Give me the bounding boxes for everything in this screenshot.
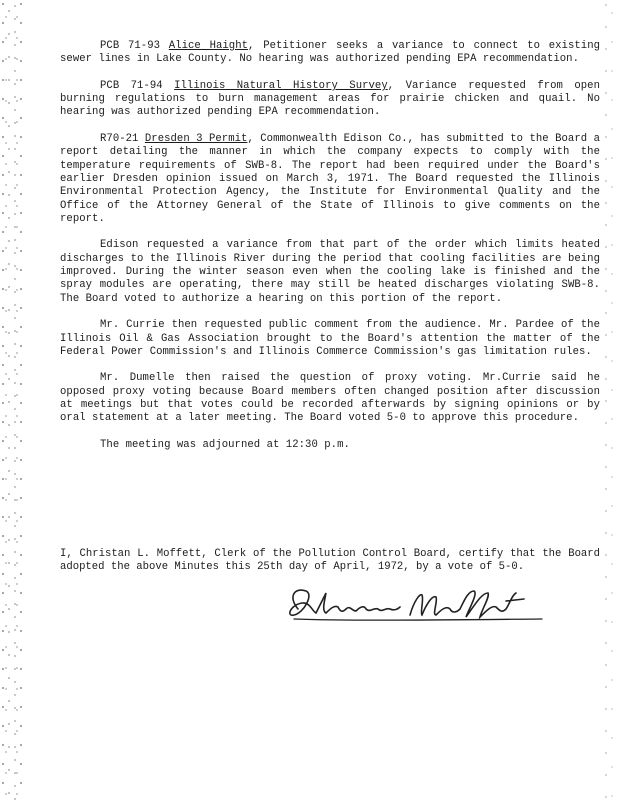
paragraph-proxy-voting: Mr. Dumelle then raised the question of proxy voting. Mr.Currie said he opposed proxy voting because Board members often changed position after discussion at meetings but that votes could be recorded afterwards by signing opinions or by oral statement at a later meeting. The Board voted 5-0 to approve this procedure. [60, 372, 600, 425]
case-description: , Petitioner seeks a variance to connect to existing sewer lines in Lake County. No hearing was authorized pending EPA recommendation. [60, 40, 601, 66]
paragraph-edison-variance: Edison requested a variance from that part of the order which limits heated discharges to the Illinois River during the period that cooling facilities are being improved. During the winter season even when the cooling lake is finished and the spray modules are operating, there may still be heated discharges violating SWB-8. The Board voted to authorize a hearing on this portion of the report. [60, 239, 600, 305]
paragraph-r70-21 [60, 133, 600, 226]
scan-edge-noise-left [0, 0, 22, 800]
case-description: , Variance requested from open burning regulations to burn management areas for prairie chicken and quail. No hearing was authorized pending EPA recommendation. [60, 79, 600, 119]
scan-edge-noise-right [602, 0, 618, 800]
case-description: , Commonwealth Edison Co., has submitted to the Board a report detailing the manner in which the company expects to comply with the temperature requirements of SWB-8. The report had been required under the Board's earlier Dresden opinion issued on March 3, 1971. The Board requested the Illinois Environmental Protection Agency, the Institute for Environmental Quality and the Office of the Attorney General of the State of Illinois to give comments on the report. [60, 133, 600, 225]
paragraph-public-comment: Mr. Currie then requested public comment from the audience. Mr. Pardee of the Illinois Oil & Gas Association brought to the Board's attention the matter of the Federal Power Commission's and Illinois Commerce Commission's gas limitation rules. [60, 319, 600, 358]
case-number: R70-21 [100, 133, 145, 146]
case-name: Dresden 3 Permit [144, 133, 248, 146]
paragraph-adjournment: The meeting was adjourned at 12:30 p.m. [100, 438, 350, 451]
paragraph-pcb-71-93 [60, 40, 600, 67]
minutes-body [60, 40, 600, 466]
paragraph-pcb-71-94 [60, 80, 600, 120]
case-number: PCB 71-93 [100, 40, 169, 52]
case-name: Illinois Natural History Survey [174, 79, 388, 92]
case-name: Alice Haight [168, 40, 249, 52]
handwritten-signature [280, 583, 550, 633]
case-number: PCB 71-94 [100, 79, 175, 92]
clerk-certification: I, Christan L. Moffett, Clerk of the Pollution Control Board, certify that the Board adopted the above Minutes this 25th day of April, 1972, by a vote of 5-0. [60, 548, 600, 574]
